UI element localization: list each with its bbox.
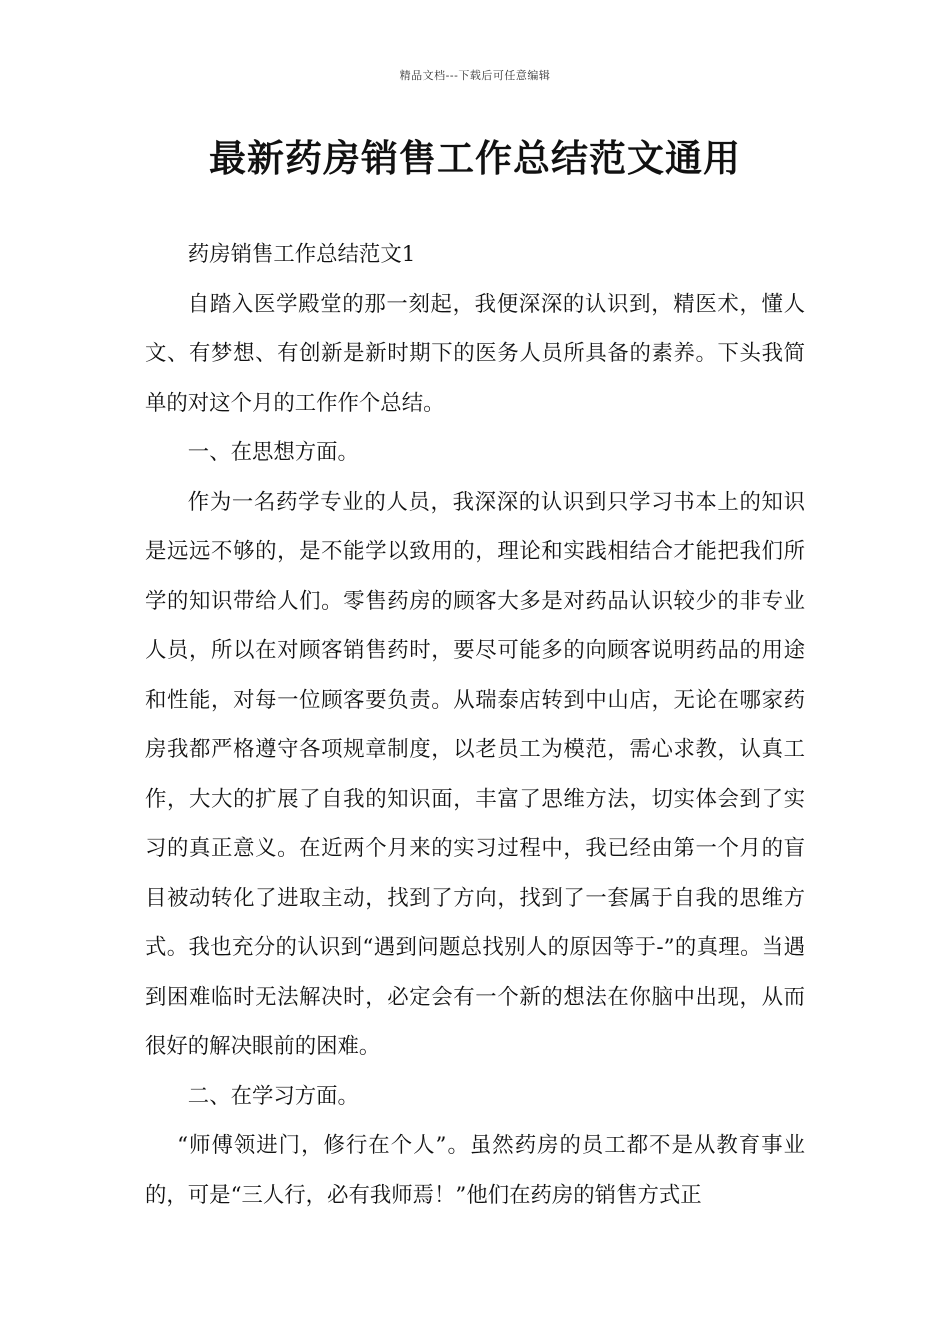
body-paragraph: 自踏入医学殿堂的那一刻起，我便深深的认识到，精医术，懂人文、有梦想、有创新是新时期下的医务人员所具备的素养。下头我简单的对这个月的工作作个总结。 <box>145 291 805 416</box>
section-heading: 二、在学习方面。 <box>187 1083 359 1109</box>
document-body <box>145 230 805 1220</box>
page-header: 精品文档---下载后可任意编辑 <box>399 69 551 82</box>
section-heading: 药房销售工作总结范文1 <box>187 242 416 267</box>
document-title: 最新药房销售工作总结范文通用 <box>209 137 741 180</box>
body-paragraph: “师傅领进门，修行在个人”。虽然药房的员工都不是从教育事业的，可是“三人行，必有我师焉！”他们在药房的销售方式正 <box>145 1133 805 1208</box>
section-heading: 一、在思想方面。 <box>187 440 359 465</box>
body-paragraph: 作为一名药学专业的人员，我深深的认识到只学习书本上的知识是远远不够的，是不能学以致用的，理论和实践相结合才能把我们所学的知识带给人们。零售药房的顾客大多是对药品认识较少的非专业人员，所以在对顾客销售药时，要尽可能多的向顾客说明药品的用途和性能，对每一位顾客要负责。从瑞泰店转到中山店，无论在哪家药房我都严格遵守各项规章制度，以老员工为模范，需心求教，认真工作，大大的扩展了自我的知识面，丰富了思维方法，切实体会到了实习的真正意义。在近两个月来的实习过程中，我已经由第一个月的盲目被动转化了进取主动，找到了方向，找到了一套属于自我的思维方式。我也充分的认识到“遇到问题总找别人的原因等于-”的真理。当遇到困难临时无法解决时，必定会有一个新的想法在你脑中出现，从而很好的解决眼前的困难。 <box>145 489 805 1059</box>
